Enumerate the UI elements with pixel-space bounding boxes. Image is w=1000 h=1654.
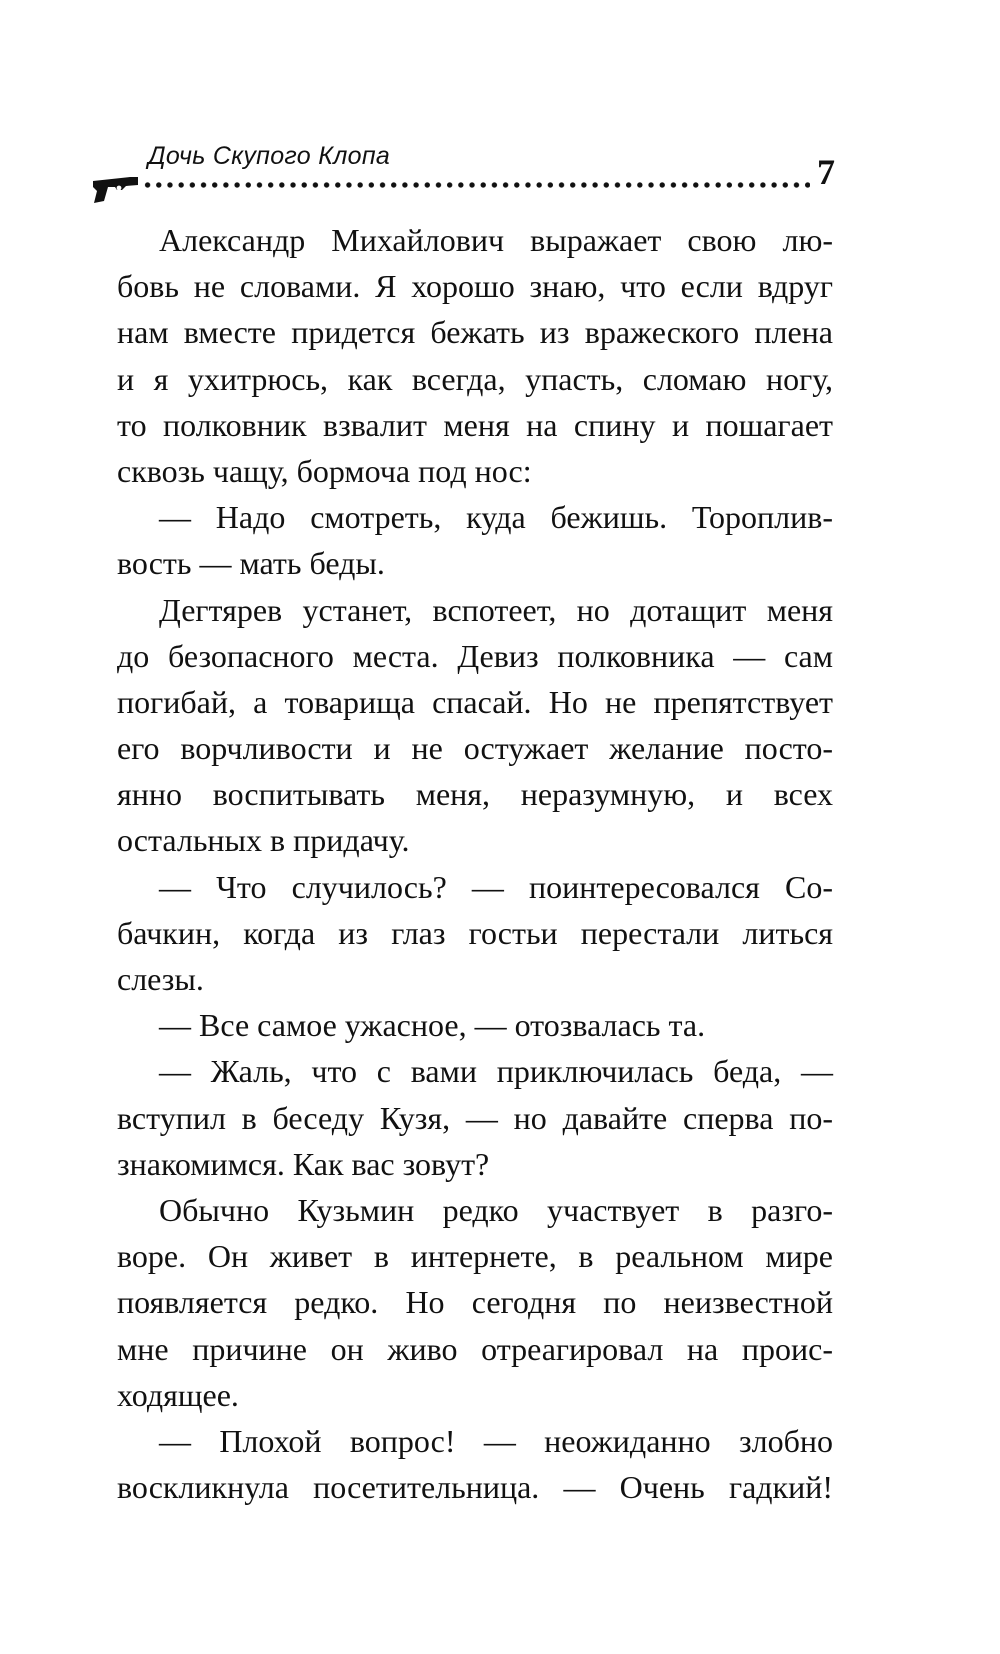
text-line: — Что случилось? — поинтересовался Со-	[159, 868, 833, 905]
text-line: остальных в придачу.	[117, 822, 410, 859]
text-line: до безопасного места. Девиз полковника — сам	[117, 637, 833, 674]
dotted-rule	[142, 181, 810, 189]
page-number: 7	[817, 152, 835, 192]
running-title: Дочь Скупого Клопа	[148, 142, 391, 170]
text-line: янно воспитывать меня, неразумную, и всех	[117, 776, 833, 813]
text-line: и я ухитрюсь, как всегда, упасть, сломаю ногу,	[117, 360, 833, 397]
text-line: слезы.	[117, 961, 204, 997]
text-line: воре. Он живет в интернете, в реальном мире	[117, 1238, 833, 1275]
text-line: — Надо смотреть, куда бежишь. Тороплив-	[159, 499, 833, 536]
text-line: — Плохой вопрос! — неожиданно злобно	[159, 1422, 833, 1459]
text-line: бачкин, когда из глаз гостьи перестали литься	[117, 914, 833, 951]
text-line: Обычно Кузьмин редко участвует в разго-	[159, 1191, 833, 1228]
text-line: вступил в беседу Кузя, — но давайте сперва по-	[117, 1099, 833, 1136]
text-line: появляется редко. Но сегодня по неизвестной	[117, 1284, 833, 1321]
text-line: бовь не словами. Я хорошо знаю, что если вдруг	[117, 268, 833, 305]
text-line: Александр Михайлович выражает свою лю-	[159, 222, 833, 258]
text-line: мне причине он живо отреагировал на проис-	[117, 1330, 833, 1367]
text-line: — Жаль, что с вами приключилась беда, —	[159, 1053, 833, 1090]
text-line: — Все самое ужасное, — отозвалась та.	[159, 1007, 706, 1044]
text-line: погибай, а товарища спасай. Но не препятствует	[117, 683, 833, 720]
text-line: знакомимся. Как вас зовут?	[117, 1145, 490, 1182]
body-text	[117, 217, 833, 1510]
text-line: Дегтярев устанет, вспотеет, но дотащит меня	[159, 591, 833, 628]
text-line: вость — мать беды.	[117, 545, 385, 582]
text-line: воскликнула посетительница. — Очень гадкий!	[117, 1469, 833, 1506]
text-line: сквозь чащу, бормоча под нос:	[117, 452, 532, 489]
text-line: ходящее.	[117, 1376, 239, 1413]
text-line: то полковник взвалит меня на спину и пошагает	[117, 406, 833, 443]
text-line: его ворчливости и не остужает желание посто-	[117, 730, 833, 767]
text-line: нам вместе придется бежать из вражеского плена	[117, 314, 833, 351]
revolver-icon	[90, 165, 142, 205]
